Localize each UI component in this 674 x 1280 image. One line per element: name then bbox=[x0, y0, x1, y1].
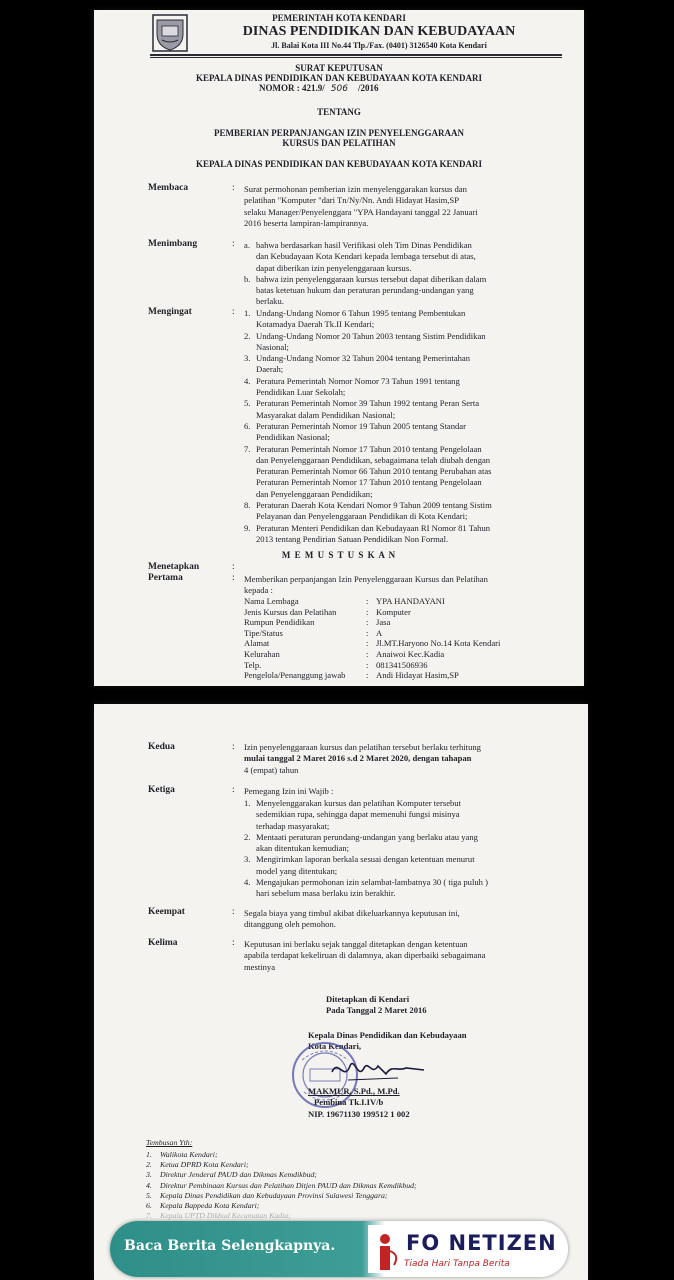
mengingat-colon: : bbox=[232, 307, 235, 317]
keempat-text bbox=[244, 908, 460, 931]
tembusan-list bbox=[146, 1150, 417, 1232]
signer-name: MAKMUR, S.Pd., M.Pd. bbox=[308, 1086, 400, 1096]
tembusan-item-text: Direktur Pembinaan Kursus dan Pelatihan Ditjen PAUD dan Dikmas Kemdikbud; bbox=[160, 1180, 417, 1190]
mengingat-item-text bbox=[256, 398, 479, 421]
kedua-line: mulai tanggal 2 Maret 2016 s.d 2 Maret 2020, dengan tahapan bbox=[244, 753, 472, 764]
detail-key: Rumpun Pendidikan bbox=[244, 617, 315, 628]
mengingat-item-text bbox=[256, 331, 486, 354]
kelima-line: apabila terdapat kekeliruan di dalamnya, akan diperbaiki sebagaimana bbox=[244, 950, 486, 961]
signer-nip: NIP. 19671130 199512 1 002 bbox=[308, 1109, 410, 1119]
membaca-line: Surat permohonan pemberian izin menyelenggarakan kursus dan bbox=[244, 184, 467, 194]
mengingat-item-line: Peraturan Pemerintah Nomor 39 Tahun 1992 tentang Peran Serta bbox=[256, 398, 480, 409]
detail-key: Alamat bbox=[244, 638, 270, 649]
pertama-colon: : bbox=[232, 573, 235, 583]
pertama-text bbox=[244, 574, 488, 596]
mengingat-item-number: 7. bbox=[244, 443, 251, 454]
detail-key: Jenis Kursus dan Pelatihan bbox=[244, 606, 337, 617]
mengingat-item-number: 9. bbox=[244, 522, 251, 533]
menimbang-item-number: a. bbox=[244, 240, 250, 250]
mengingat-item-text bbox=[256, 376, 460, 399]
signature-title-line: Kota Kendari, bbox=[308, 1041, 361, 1051]
signature-block bbox=[326, 994, 427, 1016]
letterhead-office: DINAS PENDIDIKAN DAN KEBUDAYAAN bbox=[242, 24, 516, 39]
tembusan-item bbox=[146, 1191, 417, 1201]
detail-row bbox=[244, 607, 574, 618]
mengingat-item-text bbox=[256, 523, 490, 546]
ketiga-intro: Pemegang Izin ini Wajib : bbox=[244, 786, 334, 796]
keempat-line: Segala biaya yang timbul akibat dikeluarkannya keputusan ini, bbox=[244, 908, 460, 918]
signer-rank: Pembina Tk.I.IV/b bbox=[314, 1097, 384, 1107]
mengingat-item-number: 1. bbox=[244, 308, 251, 318]
mengingat-item bbox=[244, 500, 492, 523]
detail-colon: : bbox=[366, 627, 369, 638]
decree-subject-line1: PEMBERIAN PERPANJANGAN IZIN PENYELENGGARAAN bbox=[213, 128, 465, 138]
info-netizen-logo bbox=[368, 1225, 564, 1273]
ketiga-item-text bbox=[256, 798, 461, 832]
mengingat-item-line: Peraturan Pemerintah Nomor 66 Tahun 2010 tentang Perubahan atas bbox=[256, 466, 492, 477]
detail-row bbox=[244, 638, 574, 649]
letterhead-rule-thin bbox=[150, 57, 562, 58]
detail-value: YPA HANDAYANI bbox=[376, 596, 445, 606]
decree-number-handwritten: 506 bbox=[330, 84, 348, 94]
mengingat-item-line: Peraturan Pemerintah Nomor 19 Tahun 2005 tentang Standar bbox=[256, 420, 466, 431]
mengingat-item-text bbox=[256, 353, 470, 376]
mengingat-item-line: Peraturan Pemerintah Nomor 17 Tahun 2010 tentang Pengelolaan bbox=[256, 443, 482, 454]
signature-place: Ditetapkan di Kendari bbox=[326, 994, 410, 1004]
tembusan-item-number: 6. bbox=[146, 1201, 152, 1211]
mengingat-item-text bbox=[256, 421, 466, 444]
ketiga-item-line: hari sebelum masa berlaku izin berakhir. bbox=[256, 888, 396, 899]
ketiga-item-number: 4. bbox=[244, 877, 251, 888]
kelima-line: Keputusan ini berlaku sejak tanggal ditetapkan dengan ketentuan bbox=[244, 939, 468, 949]
mengingat-item-line: dan Penyelenggaraan Pendidikan, sebagaimana telah diubah dengan bbox=[256, 454, 491, 465]
read-more-link[interactable]: Baca Berita Selengkapnya. bbox=[124, 1238, 336, 1254]
kedua-label: Kedua bbox=[148, 742, 175, 752]
decree-issuer: KEPALA DINAS PENDIDIKAN DAN KEBUDAYAAN KOTA KENDARI bbox=[195, 73, 483, 83]
tembusan-item-number: 3. bbox=[146, 1170, 152, 1180]
detail-value: Jasa bbox=[376, 617, 391, 628]
tembusan-item-text: Kepala Bappeda Kota Kendari; bbox=[160, 1201, 260, 1211]
ketiga-item-line: sedemikian rupa, sehingga dapat memenuhi fungsi misinya bbox=[256, 809, 460, 820]
decree-tentang: TENTANG bbox=[317, 107, 361, 117]
kedua-colon: : bbox=[232, 742, 235, 752]
mengingat-item-text bbox=[256, 500, 492, 523]
menimbang-item bbox=[244, 274, 486, 308]
detail-row bbox=[244, 670, 574, 681]
ketiga-item bbox=[244, 832, 488, 855]
mengingat-item-line: Peratura Pemerintah Nomor Nomor 73 Tahun 1991 tentang bbox=[256, 375, 460, 386]
ketiga-item-line: Menyelenggarakan kursus dan pelatihan Komputer tersebut bbox=[256, 798, 461, 808]
mengingat-label: Mengingat bbox=[148, 307, 192, 317]
decree-number-suffix: /2016 bbox=[357, 83, 379, 93]
detail-row bbox=[244, 660, 574, 671]
ketiga-item-line: terhadap masyarakat; bbox=[256, 820, 330, 831]
tembusan-item bbox=[146, 1181, 417, 1191]
mengingat-item-line: Undang-Undang Nomor 20 Tahun 2003 tentang Sistim Pendidikan bbox=[256, 330, 486, 341]
tembusan-item-number: 2. bbox=[146, 1160, 152, 1170]
mengingat-item-line: Peraturan Menteri Pendidikan dan Kebudayaan RI Nomor 81 Tahun bbox=[256, 522, 491, 533]
tembusan-item bbox=[146, 1170, 417, 1180]
mengingat-item-line: Nasional; bbox=[256, 341, 289, 352]
signature-date: Pada Tanggal 2 Maret 2016 bbox=[326, 1005, 427, 1015]
kelima-colon: : bbox=[232, 938, 235, 948]
mengingat-item-number: 5. bbox=[244, 398, 251, 409]
letterhead-government: PEMERINTAH KOTA KENDARI bbox=[272, 13, 406, 23]
pertama-line: Memberikan perpanjangan Izin Penyelenggaraan Kursus dan Pelatihan bbox=[244, 574, 488, 584]
mengingat-item bbox=[244, 421, 492, 444]
ketiga-item bbox=[244, 798, 488, 832]
detail-value: Jl.MT.Haryono No.14 Kota Kendari bbox=[376, 638, 501, 649]
detail-value: 081341506936 bbox=[376, 659, 428, 670]
menimbang-item-line: bahwa izin penyelenggaraan kursus tersebut dapat diberikan dalam bbox=[256, 273, 487, 284]
mengingat-item bbox=[244, 523, 492, 546]
menimbang-list bbox=[244, 240, 486, 308]
mengingat-item-line: dan Penyelenggaraan Pendidikan; bbox=[256, 488, 373, 499]
mengingat-item-number: 3. bbox=[244, 353, 251, 364]
ketiga-label: Ketiga bbox=[148, 785, 175, 795]
mengingat-item-line: Daerah; bbox=[256, 364, 284, 375]
ketiga-item-number: 1. bbox=[244, 798, 251, 808]
ketiga-item-line: Mentaati peraturan perundang-undangan yang berlaku atau yang bbox=[256, 831, 478, 842]
tembusan-item bbox=[146, 1150, 417, 1160]
mengingat-item-number: 2. bbox=[244, 330, 251, 341]
menimbang-item-line: dan Kebudayaan Kota Kendari kepada lembaga tersebut di atas, bbox=[256, 251, 476, 262]
tembusan-item-number: 7. bbox=[146, 1211, 152, 1221]
mengingat-item-text bbox=[256, 308, 465, 331]
decree-number bbox=[259, 83, 378, 94]
mengingat-item bbox=[244, 398, 492, 421]
detail-value: Anaiwoi Kec.Kadia bbox=[376, 649, 445, 659]
ketiga-item bbox=[244, 854, 488, 877]
kelima-label: Kelima bbox=[148, 938, 178, 948]
menimbang-item-line: dapat diberikan izin penyelenggaraan kursus. bbox=[256, 262, 412, 273]
detail-colon: : bbox=[366, 606, 369, 617]
kelima-line: mestinya bbox=[244, 961, 276, 972]
ketiga-colon: : bbox=[232, 785, 235, 795]
menimbang-colon: : bbox=[232, 239, 235, 249]
ketiga-item-text bbox=[256, 877, 488, 900]
letterhead-rule bbox=[150, 54, 562, 56]
ketiga-item-text bbox=[256, 854, 475, 877]
tembusan-label: Tembusan Yth: bbox=[146, 1138, 193, 1147]
detail-value: Komputer bbox=[376, 606, 411, 617]
ketiga-item-text bbox=[256, 832, 478, 855]
detail-row bbox=[244, 649, 574, 660]
kedua-text bbox=[244, 742, 481, 776]
ketiga-item bbox=[244, 877, 488, 900]
decree-issuer-repeat: KEPALA DINAS PENDIDIKAN DAN KEBUDAYAAN KOTA KENDARI bbox=[195, 159, 483, 169]
menetapkan-colon: : bbox=[232, 562, 235, 572]
membaca-line: 2016 beserta lampiran-lampirannya. bbox=[244, 217, 369, 228]
brand-name: FO NETIZEN bbox=[406, 1231, 557, 1255]
tembusan-item-text: Ketua DPRD Kota Kendari; bbox=[160, 1160, 249, 1170]
detail-row bbox=[244, 596, 574, 607]
detail-key: Nama Lembaga bbox=[244, 596, 299, 606]
tembusan-item-number: 5. bbox=[146, 1190, 152, 1200]
keempat-label: Keempat bbox=[148, 907, 185, 917]
membaca-line: pelatihan "Komputer "dari Tn/Ny/Nn. Andi Hidayat Hasim,SP bbox=[244, 195, 459, 206]
tembusan-item-number: 4. bbox=[146, 1180, 152, 1190]
menimbang-item-text bbox=[256, 240, 476, 274]
detail-value: Andi Hidayat Hasim,SP bbox=[376, 670, 459, 681]
document-page-2 bbox=[94, 704, 588, 1280]
ketiga-item-number: 2. bbox=[244, 831, 251, 842]
menimbang-item-text bbox=[256, 274, 486, 308]
mengingat-list bbox=[244, 308, 492, 545]
info-i-logo-icon bbox=[372, 1233, 402, 1273]
mengingat-item-line: Undang-Undang Nomor 6 Tahun 1995 tentang Pembentukan bbox=[256, 308, 466, 318]
detail-row bbox=[244, 617, 574, 628]
detail-row bbox=[244, 628, 574, 639]
handwritten-signature bbox=[328, 1052, 428, 1086]
institution-details bbox=[244, 596, 574, 686]
menimbang-item bbox=[244, 240, 486, 274]
menimbang-item-line: berlaku. bbox=[256, 296, 284, 307]
detail-colon: : bbox=[366, 596, 369, 606]
kelima-text bbox=[244, 939, 485, 973]
mengingat-item-number: 8. bbox=[244, 500, 251, 511]
mengingat-item bbox=[244, 376, 492, 399]
tembusan-item-text: Kepala Dinas Pendidikan dan Kebudayaan Provinsi Sulawesi Tenggara; bbox=[160, 1190, 388, 1200]
membaca-colon: : bbox=[232, 183, 235, 193]
membaca-line: selaku Manager/Penyelenggara "YPA Handayani tanggal 22 Januari bbox=[244, 206, 478, 217]
document-page-1 bbox=[94, 10, 584, 686]
detail-key: Telp. bbox=[244, 659, 262, 670]
detail-colon: : bbox=[366, 617, 369, 628]
memutuskan-heading: M E M U S T U S K A N bbox=[281, 550, 397, 560]
tembusan-item-number: 1. bbox=[146, 1150, 152, 1159]
letterhead-address: Jl. Balai Kota III No.44 Tlp./Fax. (0401) 3126540 Kota Kendari bbox=[271, 41, 487, 50]
decree-heading: SURAT KEPUTUSAN bbox=[295, 63, 383, 73]
mengingat-item-line: Peraturan Pemerintah Nomor 17 Tahun 2010 tentang Pengelolaan bbox=[256, 477, 482, 488]
mengingat-item bbox=[244, 353, 492, 376]
ketiga-item-line: Mengirimkan laporan berkala sesuai dengan ketentuan menurut bbox=[256, 854, 475, 865]
menimbang-item-line: batas ketetuan hukum dan peraturan perundang-undangan yang bbox=[256, 285, 474, 296]
mengingat-item-line: Undang-Undang Nomor 32 Tahun 2004 tentang Pemerintahan bbox=[256, 353, 471, 364]
mengingat-item-line: Pendidikan Luar Sekolah; bbox=[256, 387, 346, 398]
mengingat-item-line: 2013 tentang Pendirian Satuan Pendidikan Non Formal. bbox=[256, 533, 449, 544]
mengingat-item-line: Peraturan Daerah Kota Kendari Nomor 9 Tahun 2009 tentang Sistim bbox=[256, 500, 492, 511]
detail-colon: : bbox=[366, 638, 369, 649]
menimbang-item-number: b. bbox=[244, 273, 251, 284]
decree-number-prefix: NOMOR : 421.9/ bbox=[259, 83, 325, 93]
ketiga-item-line: akan ditentukan kemudian; bbox=[256, 843, 350, 854]
read-more-banner[interactable] bbox=[110, 1221, 568, 1277]
mengingat-item-text bbox=[256, 444, 492, 500]
decree-subject-line2: KURSUS DAN PELATIHAN bbox=[282, 138, 396, 148]
mengingat-item-line: Pelayanan dan Penyelenggaraan Pendidikan di Kota Kendari; bbox=[256, 511, 468, 522]
kedua-line: Izin penyelenggaraan kursus dan pelatihan tersebut berlaku terhitung bbox=[244, 742, 481, 752]
keempat-colon: : bbox=[232, 907, 235, 917]
tembusan-item-text: Direktur Jenderal PAUD dan Dikmas Kemdikbud; bbox=[160, 1170, 317, 1180]
detail-colon: : bbox=[366, 670, 369, 681]
signer-details bbox=[308, 1086, 400, 1108]
brand-tagline: Tiada Hari Tanpa Berita bbox=[404, 1259, 510, 1269]
mengingat-item-line: Masyarakat dalam Pendidikan Nasional; bbox=[256, 409, 396, 420]
detail-colon: : bbox=[366, 649, 369, 659]
tembusan-item bbox=[146, 1160, 417, 1170]
mengingat-item-number: 6. bbox=[244, 420, 251, 431]
signature-title-line: Kepala Dinas Pendidikan dan Kebudayaan bbox=[308, 1030, 467, 1040]
menetapkan-label: Menetapkan bbox=[148, 562, 200, 572]
detail-colon: : bbox=[366, 659, 369, 670]
pertama-label: Pertama bbox=[148, 573, 183, 583]
detail-value: A bbox=[376, 627, 383, 638]
tembusan-item bbox=[146, 1211, 417, 1221]
ketiga-item-number: 3. bbox=[244, 854, 251, 865]
mengingat-item bbox=[244, 444, 492, 500]
tembusan-item-text: Kepala UPTD Dikbud Kecamatan Kadia; bbox=[160, 1211, 291, 1221]
membaca-label: Membaca bbox=[148, 183, 189, 193]
detail-key: Tipe/Status bbox=[244, 627, 283, 638]
detail-key: Pengelola/Penanggung jawab bbox=[244, 670, 346, 681]
detail-key: Kelurahan bbox=[244, 649, 280, 659]
mengingat-item-line: Pendidikan Nasional; bbox=[256, 432, 330, 443]
tembusan-item bbox=[146, 1201, 417, 1211]
ketiga-list bbox=[244, 798, 488, 900]
mengingat-item bbox=[244, 308, 492, 331]
menimbang-label: Menimbang bbox=[148, 239, 198, 249]
pertama-line: kepada : bbox=[244, 585, 273, 595]
mengingat-item-line: Kotamadya Daerah Tk.II Kendari; bbox=[256, 319, 375, 330]
ketiga-item-line: model yang ditentukan; bbox=[256, 865, 338, 876]
menimbang-item-line: bahwa berdasarkan hasil Verifikasi oleh Tim Dinas Pendidikan bbox=[256, 240, 472, 250]
mengingat-item bbox=[244, 331, 492, 354]
keempat-line: ditanggung oleh pemohon. bbox=[244, 919, 336, 930]
tembusan-item-text: Walikota Kendari; bbox=[160, 1150, 218, 1159]
mengingat-item-number: 4. bbox=[244, 375, 251, 386]
ketiga-item-line: Mengajukan permohonan izin selambat-lambatnya 30 ( tiga puluh ) bbox=[256, 877, 488, 888]
membaca-text bbox=[244, 184, 478, 229]
kedua-line: 4 (empat) tahun bbox=[244, 764, 299, 775]
